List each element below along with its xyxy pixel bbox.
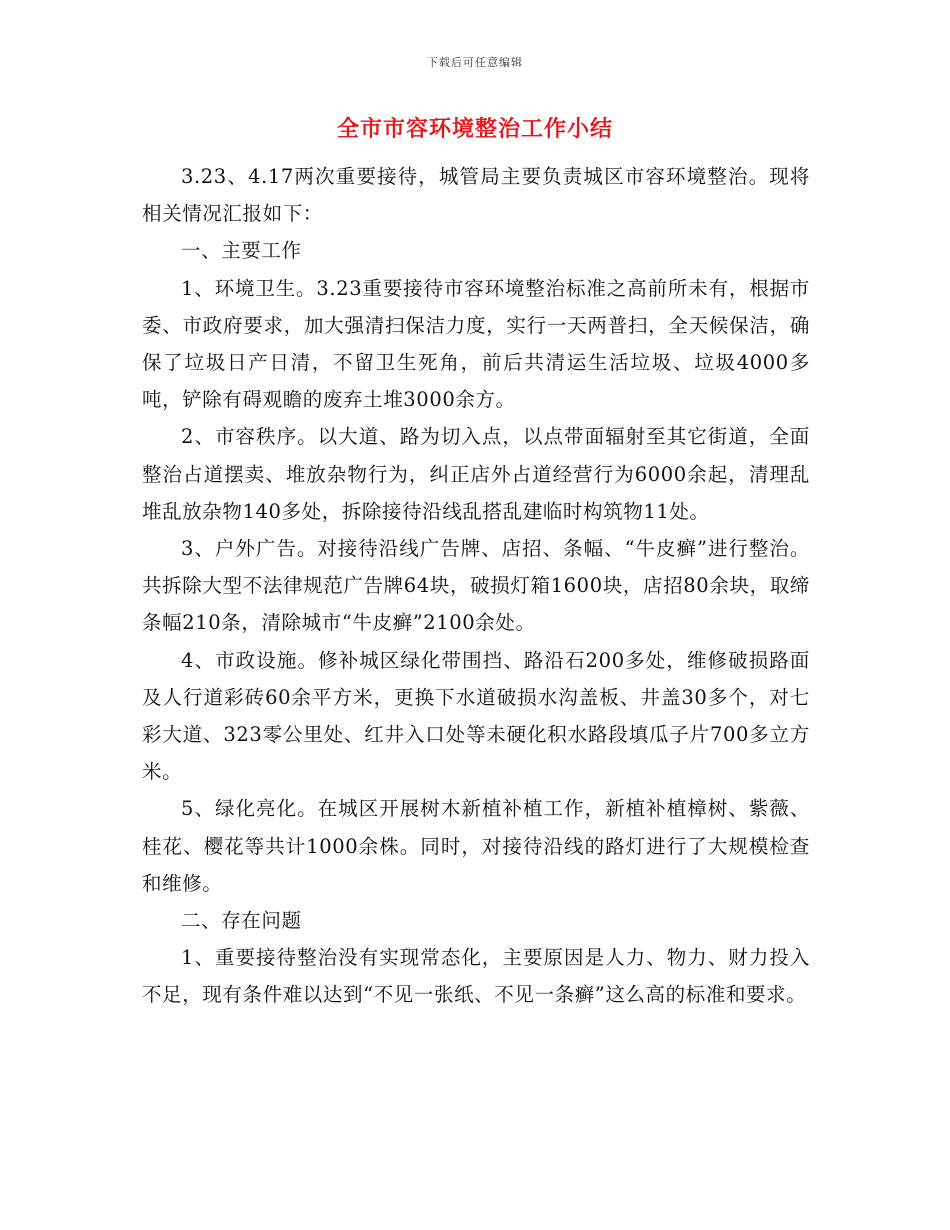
paragraph-greening-lighting: 5、绿化亮化。在城区开展树木新植补植工作，新植补植樟树、紫薇、桂花、樱花等共计1000余株。同时，对接待沿线的路灯进行了大规模检查和维修。 (142, 797, 810, 895)
document-title: 全市市容环境整治工作小结 (336, 116, 613, 142)
section-heading-problems: 二、存在问题 (181, 909, 302, 933)
paragraph-intro: 3.23、4.17两次重要接待，城管局主要负责城区市容环境整治。现将相关情况汇报如下： (142, 165, 810, 226)
header-note: 下载后可任意编辑 (427, 56, 523, 69)
paragraph-environment-sanitation: 1、环境卫生。3.23重要接待市容环境整治标准之高前所未有，根据市委、市政府要求，加大强清扫保洁力度，实行一天两普扫，全天候保洁，确保了垃圾日产日清，不留卫生死角，前后共清运生活垃圾、垃圾4000多吨，铲除有碍观瞻的废弃土堆3000余方。 (142, 276, 810, 412)
paragraph-problem-1: 1、重要接待整治没有实现常态化，主要原因是人力、物力、财力投入不足，现有条件难以达到“不见一张纸、不见一条癣”这么高的标准和要求。 (142, 946, 810, 1007)
paragraph-municipal-facilities: 4、市政设施。修补城区绿化带围挡、路沿石200多处，维修破损路面及人行道彩砖60余平方米，更换下水道破损水沟盖板、井盖30多个，对七彩大道、323零公里处、红井入口处等未硬化积水路段填瓜子片700多立方米。 (142, 648, 810, 784)
document-body (142, 158, 810, 1014)
paragraph-city-order: 2、市容秩序。以大道、路为切入点，以点带面辐射至其它街道，全面整治占道摆卖、堆放杂物行为，纠正店外占道经营行为6000余起，清理乱堆乱放杂物140多处，拆除接待沿线乱搭乱建临时构筑物11处。 (142, 425, 810, 523)
paragraph-outdoor-ads: 3、户外广告。对接待沿线广告牌、店招、条幅、“牛皮癣”进行整治。共拆除大型不法律规范广告牌64块，破损灯箱1600块，店招80余块，取缔条幅210条，清除城市“牛皮癣”2100余处。 (142, 537, 810, 635)
section-heading-main-work: 一、主要工作 (181, 239, 302, 263)
